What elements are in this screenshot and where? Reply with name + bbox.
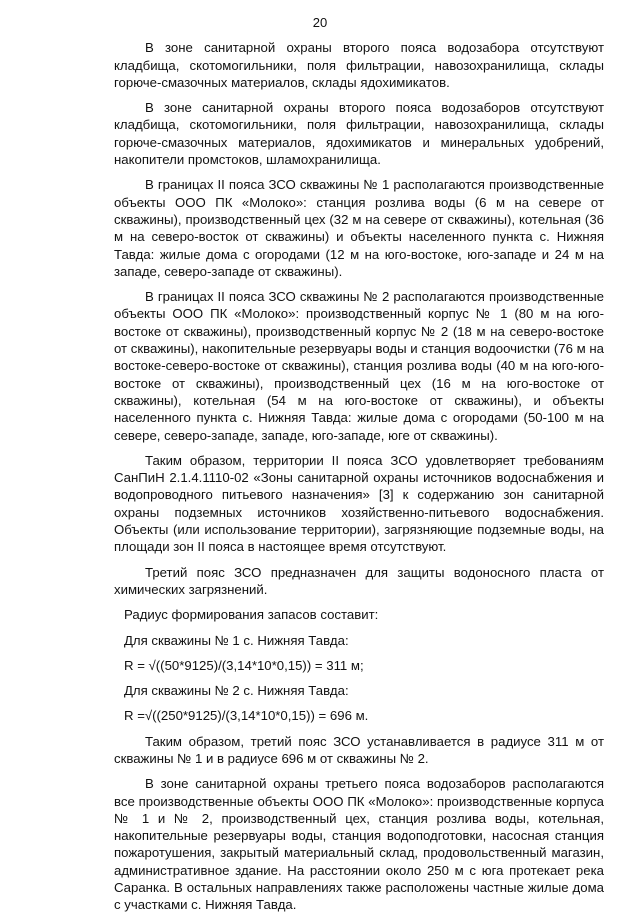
- paragraph-zone2-absent-2: В зоне санитарной охраны второго пояса водозаборов отсутствуют кладбища, скотомогильники, поля фильтрации, навозохранилища, склады горюче-смазочных материалов, ядохимикатов и минеральных удобрений, накопители промстоков, шламохранилища.: [114, 100, 604, 168]
- paragraph-well2-zone2: В границах II пояса ЗСО скважины № 2 располагаются производственные объекты ООО ПК «Молоко»: производственный корпус № 1 (80 м на юго-востоке от скважины), производственный корпус № 2 (18 м на северо-востоке от скважины), накопительные резервуары воды и станция водоочистки (76 м на востоке-северо-востоке от скважины), станция розлива воды (40 м на юго-юго-востоке от скважины), производственный цех (16 м на юго-востоке от скважины), котельная (54 м на юго-востоке от скважины), и объекты населенного пункта с. Нижняя Тавда: жилые дома с огородами (50-100 м на севере, северо-западе, западе, юго-западе, юге от скважины).: [114, 289, 604, 443]
- paragraph-well1-zone2: В границах II пояса ЗСО скважины № 1 располагаются производственные объекты ООО ПК «Молоко»: станция розлива воды (6 м на севере от скважины), производственный цех (32 м на севере от скважины), котельная (36 м на северо-восток от скважины) и объекты населенного пункта с. Нижняя Тавда: жилые дома с огородами (12 м на юго-востоке, юго-западе и 24 м на западе, северо-западе от скважины).: [114, 177, 604, 279]
- paragraph-zone2-absent-1: В зоне санитарной охраны второго пояса водозабора отсутствуют кладбища, скотомогильники, поля фильтрации, навозохранилища, склады горюче-смазочных материалов, склады ядохимикатов.: [114, 40, 604, 90]
- paragraph-zone3-purpose: Третий пояс ЗСО предназначен для защиты водоносного пласта от химических загрязнений.: [114, 564, 604, 597]
- well2-formula: R =√((250*9125)/(3,14*10*0,15)) = 696 м.: [124, 708, 369, 724]
- well1-formula: R = √((50*9125)/(3,14*10*0,15)) = 311 м;: [124, 657, 364, 673]
- paragraph-zone3-objects: В зоне санитарной охраны третьего пояса водозаборов располагаются все производственные объекты ООО ПК «Молоко»: производственные корпуса № 1 и № 2, производственный цех, станция розлива воды, котельная, накопительные резервуары воды, станция водоподготовки, насосная станция пожаротушения, закрытый материальный склад, продовольственный магазин, административное здание. На расстоянии около 250 м с юга протекает река Саранка. В остальных направлениях также расположены частные жилые дома с участками с. Нижняя Тавда.: [114, 776, 604, 913]
- paragraph-radius-conclusion: Таким образом, третий пояс ЗСО устанавливается в радиусе 311 м от скважины № 1 и в радиусе 696 м от скважины № 2.: [114, 733, 604, 766]
- well2-label: Для скважины № 2 с. Нижняя Тавда:: [124, 683, 349, 699]
- page-number: 20: [312, 15, 328, 30]
- radius-intro: Радиус формирования запасов составит:: [124, 607, 379, 623]
- paragraph-zone2-conclusion: Таким образом, территории II пояса ЗСО удовлетворяет требованиям СанПиН 2.1.4.1110-02 «Зоны санитарной охраны источников водоснабжения и водопроводного питьевого назначения» [3] к содержанию зон санитарной охраны подземных источников хозяйственно-питьевого водоснабжения. Объекты (или использование территории), загрязняющие подземные воды, на площади зон II пояса в настоящее время отсутствуют.: [114, 452, 604, 555]
- well1-label: Для скважины № 1 с. Нижняя Тавда:: [124, 632, 349, 648]
